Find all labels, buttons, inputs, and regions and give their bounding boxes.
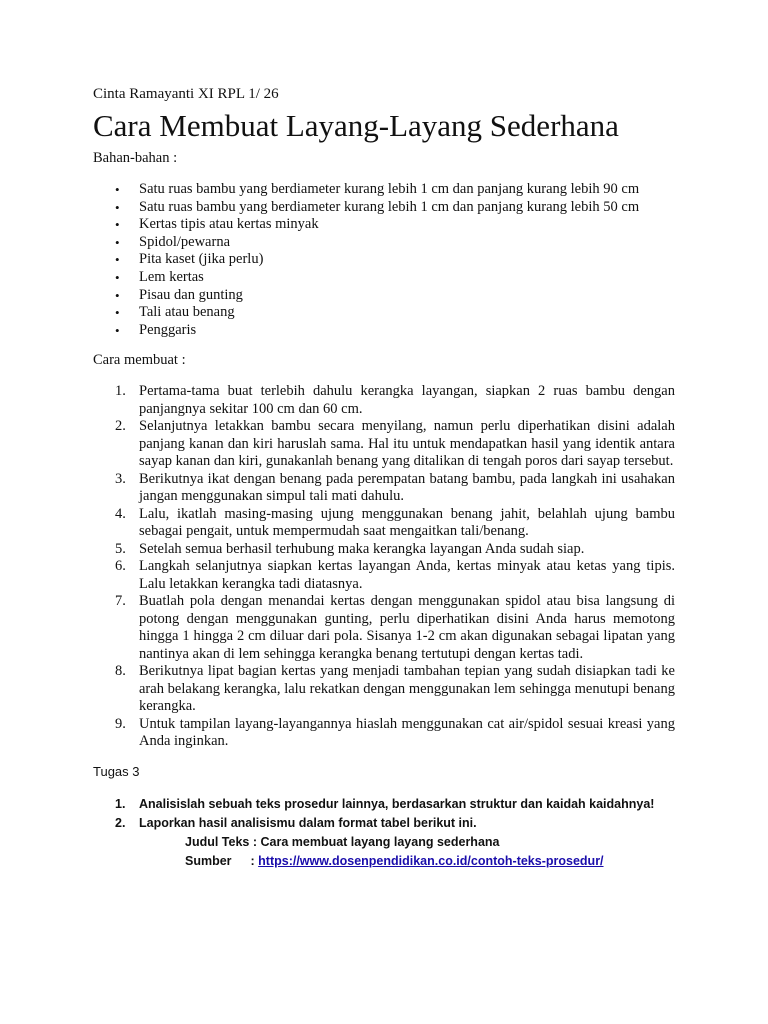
task-number: 1. [115,796,126,811]
step-number: 3. [115,470,126,487]
title-detail-value: : Cara membuat layang layang sederhana [252,834,500,849]
step-text: Setelah semua berhasil terhubung maka kerangka layangan Anda sudah siap. [139,540,585,557]
materials-item [93,269,675,287]
materials-label: Bahan-bahan : [93,150,178,166]
materials-item [93,216,675,234]
step-item [93,558,675,593]
materials-item-text: Spidol/pewarna [139,233,231,250]
step-item [93,716,675,751]
step-text: Pertama-tama buat terlebih dahulu kerangka layangan, siapkan 2 ruas bambu dengan panjangnya sekitar 100 cm dan 60 cm. [139,383,675,417]
step-number: 4. [115,505,126,522]
step-text: Buatlah pola dengan menandai kertas dengan menggunakan spidol atau bisa langsung di potong dengan menggunakan gunting, perlu diperhatikan disini Anda harus memotong hingga 1 hingga 2 cm diluar dari pola. Sisanya 1-2 cm akan digunakan sebagai lipatan yang nantinya akan di lem sehingga kerangka benang tertutupi dengan kertas tadi. [139,593,675,662]
step-text: Langkah selanjutnya siapkan kertas layangan Anda, kertas minyak atau ketas yang tipis. Lalu letakkan kerangka tadi diatasnya. [139,558,675,592]
bullet-icon: • [115,269,120,285]
title-detail-row [93,833,675,852]
bullet-icon: • [115,252,120,268]
step-item [93,541,675,559]
step-item [93,506,675,541]
source-detail-label: Sumber [185,853,232,868]
materials-item-text: Kertas tipis atau kertas minyak [139,216,319,233]
materials-item [93,322,675,340]
task-number: 2. [115,815,126,830]
step-number: 7. [115,593,126,610]
task-item [93,814,675,833]
step-number: 2. [115,418,126,435]
assignment-label: Tugas 3 [93,763,140,779]
title-detail-label: Judul Teks [185,834,250,849]
step-text: Untuk tampilan layang-layangannya hiaslah menggunakan cat air/spidol sesuai kreasi yang Anda inginkan. [139,715,675,750]
step-item [93,593,675,663]
bullet-icon: • [115,182,120,197]
task-text: Laporkan hasil analisismu dalam format tabel berikut ini. [139,815,477,830]
materials-item-text: Pisau dan gunting [139,286,243,303]
author-line: Cinta Ramayanti XI RPL 1/ 26 [93,86,279,102]
step-number: 6. [115,558,126,575]
bullet-icon: • [115,199,120,215]
step-item [93,471,675,506]
step-text: Berikutnya ikat dengan benang pada perempatan batang bambu, pada langkah ini usahakan jangan menggunakan simpul tali mati dahulu. [139,470,675,505]
bullet-icon: • [115,234,120,250]
step-number: 1. [115,383,126,400]
materials-item [93,251,675,269]
steps-list [93,383,675,751]
materials-item [93,199,675,217]
materials-item [93,287,675,305]
materials-item-text: Penggaris [139,321,197,338]
step-text: Selanjutnya letakkan bambu secara menyilang, namun perlu diperhatikan disini adalah panjang kanan dan kiri haruslah sama. Hal itu untuk mendapatkan hasil yang identik antara sayap kanan dan kiri, gunakanlah benang yang ditalikan di tengah poros dari sayap tersebut. [139,418,675,470]
materials-item [93,181,675,199]
bullet-icon: • [115,217,120,233]
step-item [93,383,675,418]
materials-item-text: Tali atau benang [139,304,235,321]
bullet-icon: • [115,305,120,321]
step-number: 9. [115,715,126,732]
document-content [93,84,675,871]
step-text: Lalu, ikatlah masing-masing ujung menggunakan benang jahit, belahlah ujung bambu sebagai pengait, untuk mempermudah saat mengaitkan tali/benang. [139,505,675,540]
source-separator: : [250,853,255,868]
task-list [93,795,675,833]
bullet-icon: • [115,322,120,338]
materials-item-text: Pita kaset (jika perlu) [139,251,264,268]
page-title: Cara Membuat Layang-Layang Sederhana [93,108,619,143]
materials-item-text: Satu ruas bambu yang berdiameter kurang lebih 1 cm dan panjang kurang lebih 90 cm [139,181,640,197]
step-item [93,418,675,471]
materials-item-text: Satu ruas bambu yang berdiameter kurang lebih 1 cm dan panjang kurang lebih 50 cm [139,198,640,215]
step-number: 8. [115,663,126,680]
task-item [93,795,675,814]
source-detail-row [93,852,675,871]
steps-label: Cara membuat : [93,352,186,369]
materials-item-text: Lem kertas [139,268,204,285]
source-link[interactable]: https://www.dosenpendidikan.co.id/contoh-teks-prosedur/ [258,853,604,868]
materials-item [93,234,675,252]
materials-list [93,181,675,339]
step-text: Berikutnya lipat bagian kertas yang menjadi tambahan tepian yang sudah disiapkan tadi ke arah belakang kerangka, lalu rekatkan dengan menggunakan lem sehingga menutupi benang kerangka. [139,663,675,715]
materials-item [93,304,675,322]
task-text: Analisislah sebuah teks prosedur lainnya, berdasarkan struktur dan kaidah kaidahnya! [139,796,655,811]
bullet-icon: • [115,287,120,303]
step-number: 5. [115,540,126,557]
step-item [93,663,675,716]
